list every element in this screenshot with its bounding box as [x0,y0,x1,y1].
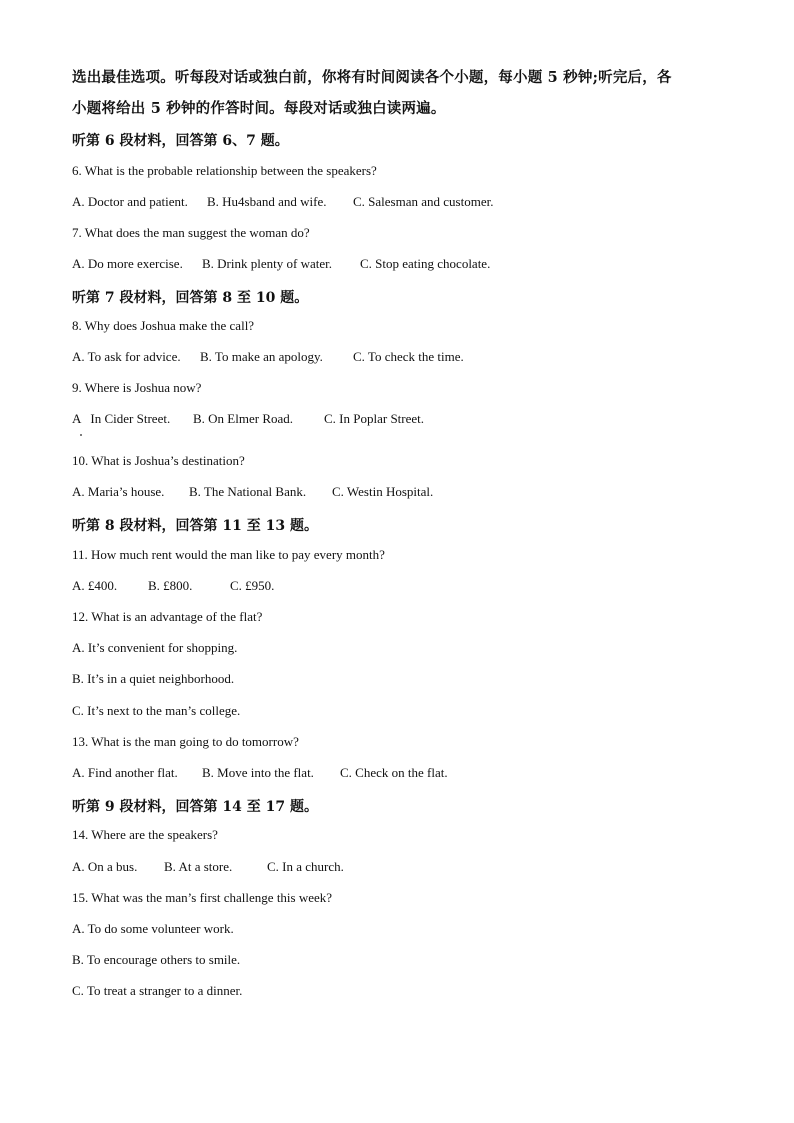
option-c: C. Check on the flat. [340,765,448,780]
question-7: 7. What does the man suggest the woman do? [72,225,310,240]
question-12-option-b: B. It’s in a quiet neighborhood. [72,671,235,686]
option-b: B. To make an apology. [200,349,323,364]
option-a: A. To ask for advice. [72,349,181,364]
question-14-options [72,859,344,875]
option-c: C. £950. [230,578,275,593]
option-b: B. £800. [148,578,193,593]
option-c: C. Westin Hospital. [332,484,434,499]
section-7-heading: 听第 7 段材料，回答第 8 至 10 题。 [72,290,309,306]
section-9-heading: 听第 9 段材料，回答第 14 至 17 题。 [72,799,318,815]
question-13-options [72,765,448,781]
question-7-options [72,256,490,272]
option-c: C. In a church. [267,859,344,874]
option-c: C. To check the time. [353,349,464,364]
question-11: 11. How much rent would the man like to pay every month? [72,547,385,562]
question-10: 10. What is Joshua’s destination? [72,453,245,468]
intro-line-2: 小题将给出 5 秒钟的作答时间。每段对话或独白读两遍。 [72,100,446,117]
option-b: B. Move into the flat. [202,765,314,780]
option-a: A. £400. [72,578,118,593]
question-12: 12. What is an advantage of the flat? [72,609,263,624]
option-c: C. In Poplar Street. [324,411,425,426]
option-a: A. On a bus. [72,859,138,874]
option-b: B. Drink plenty of water. [202,256,332,271]
question-10-options [72,484,433,500]
question-15-option-a: A. To do some volunteer work. [72,921,234,936]
option-b: B. The National Bank. [189,484,307,499]
question-13: 13. What is the man going to do tomorrow? [72,734,299,749]
option-a: A. Doctor and patient. [72,194,188,209]
option-a: A In Cider Street. [72,411,171,426]
question-12-option-a: A. It’s convenient for shopping. [72,640,238,655]
option-c: C. Salesman and customer. [353,194,494,209]
question-6-options [72,194,493,210]
question-8-options [72,349,464,365]
option-a: A. Find another flat. [72,765,178,780]
question-15-option-b: B. To encourage others to smile. [72,952,241,967]
option-b: B. At a store. [164,859,233,874]
option-a: A. Do more exercise. [72,256,183,271]
option-b: B. On Elmer Road. [193,411,294,426]
option-a: A. Maria’s house. [72,484,165,499]
question-9: 9. Where is Joshua now? [72,380,202,395]
stray-mark [80,434,82,436]
question-6: 6. What is the probable relationship between the speakers? [72,163,377,178]
question-15: 15. What was the man’s first challenge this week? [72,890,333,905]
question-12-option-c: C. It’s next to the man’s college. [72,703,241,718]
question-9-options [72,411,424,427]
option-b: B. Hu4sband and wife. [207,194,327,209]
question-8: 8. Why does Joshua make the call? [72,318,255,333]
question-11-options [72,578,274,594]
section-6-heading: 听第 6 段材料，回答第 6、7 题。 [72,133,289,149]
intro-line-1: 选出最佳选项。听每段对话或独白前，你将有时间阅读各个小题，每小题 5 秒钟;听完后，各 [72,69,672,86]
question-15-option-c: C. To treat a stranger to a dinner. [72,983,243,998]
section-8-heading: 听第 8 段材料，回答第 11 至 13 题。 [72,518,318,534]
option-c: C. Stop eating chocolate. [360,256,491,271]
question-14: 14. Where are the speakers? [72,827,218,842]
